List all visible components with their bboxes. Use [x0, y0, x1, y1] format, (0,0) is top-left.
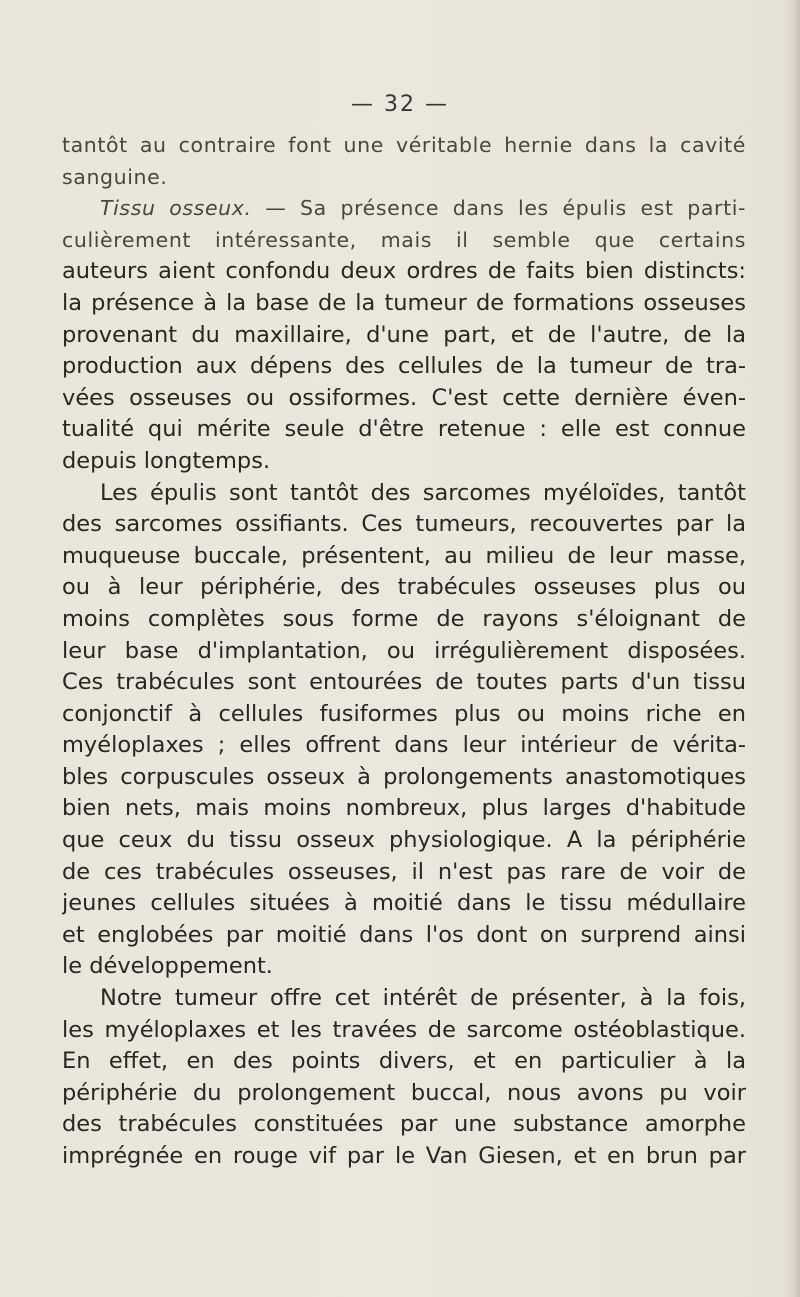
text-line: moins complètes sous forme de rayons s'éloignant de — [62, 605, 746, 632]
text-line: muqueuse buccale, présentent, au milieu de leur masse, — [62, 542, 746, 569]
text-line: que ceux du tissu osseux physiologique. A la périphérie — [62, 827, 746, 854]
text-line: auteurs aient confondu deux ordres de faits bien distincts: — [62, 258, 746, 285]
page-number: — 32 — — [351, 92, 449, 117]
text-line: sanguine. — [62, 164, 168, 189]
text-line: Les épulis sont tantôt des sarcomes myéloïdes, tantôt — [100, 479, 746, 506]
text-line: des trabécules constituées par une substance amorphe — [62, 1111, 746, 1138]
text-line: conjonctif à cellules fusiformes plus ou moins riche en — [62, 700, 746, 727]
text-line: des sarcomes ossifiants. Ces tumeurs, recouvertes par la — [62, 511, 746, 538]
page-edge-shadow — [782, 0, 800, 1297]
body-text — [62, 130, 746, 1173]
text-line: En effet, en des points divers, et en particulier à la — [62, 1048, 746, 1075]
text-line: depuis longtemps. — [62, 447, 271, 474]
text-line: le développement. — [62, 953, 273, 980]
text-line: Notre tumeur offre cet intérêt de présenter, à la fois, — [100, 985, 746, 1012]
text-line: imprégnée en rouge vif par le Van Giesen, et en brun par — [62, 1143, 746, 1169]
text-line: Ces trabécules sont entourées de toutes parts d'un tissu — [62, 669, 746, 696]
text-line: bles corpuscules osseux à prolongements anastomotiques — [62, 763, 746, 790]
section-heading: Tissu osseux. — [100, 196, 252, 221]
text-line: provenant du maxillaire, d'une part, et de l'autre, de la — [62, 321, 746, 348]
text-line: tualité qui mérite seule d'être retenue : elle est connue — [62, 416, 746, 443]
text-line: culièrement intéressante, mais il semble que certains — [62, 227, 746, 252]
text-line: périphérie du prolongement buccal, nous avons pu voir — [62, 1079, 746, 1106]
text-line: et englobées par moitié dans l'os dont on surprend ainsi — [62, 921, 746, 948]
text-line: bien nets, mais moins nombreux, plus larges d'habitude — [62, 795, 746, 822]
text-line: tantôt au contraire font une véritable hernie dans la cavité — [62, 133, 746, 157]
text-line: la présence à la base de la tumeur de formations osseuses — [62, 289, 746, 316]
text-line: myéloplaxes ; elles offrent dans leur intérieur de vérita- — [62, 732, 746, 759]
text-line: jeunes cellules situées à moitié dans le tissu médullaire — [62, 890, 746, 917]
text-line: les myéloplaxes et les travées de sarcome ostéoblastique. — [62, 1016, 746, 1043]
text-line: ou à leur périphérie, des trabécules osseuses plus ou — [62, 574, 746, 601]
text-line: production aux dépens des cellules de la tumeur de tra- — [62, 353, 746, 380]
text-line: leur base d'implantation, ou irrégulièrement disposées. — [62, 637, 746, 664]
text-line: Tissu osseux. — Sa présence dans les épulis est parti- — [100, 196, 746, 221]
text-line: vées osseuses ou ossiformes. C'est cette dernière éven- — [62, 384, 746, 411]
text-line: de ces trabécules osseuses, il n'est pas rare de voir de — [62, 858, 746, 885]
